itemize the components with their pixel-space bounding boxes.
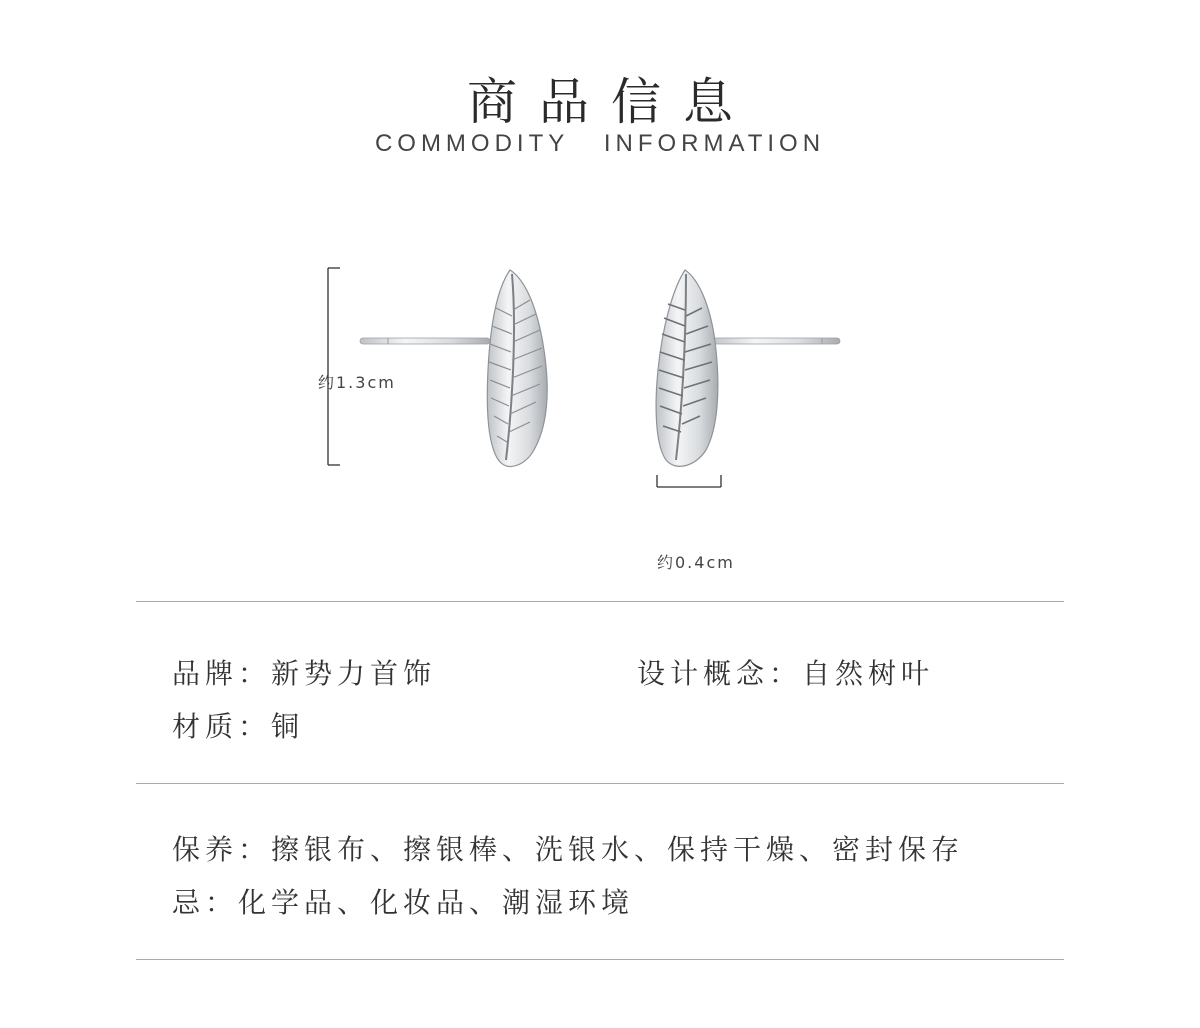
page-subtitle: COMMODITY INFORMATION <box>374 130 826 157</box>
care-instructions: 保养：擦银布、擦银棒、洗银水、保持干燥、密封保存 <box>172 833 965 866</box>
height-dimension-bracket <box>328 268 340 465</box>
design-concept-info: 设计概念：自然树叶 <box>637 657 935 690</box>
right-earring <box>656 270 840 466</box>
left-earring <box>360 270 547 466</box>
divider <box>136 601 1064 602</box>
feather-earrings-icon <box>300 250 900 590</box>
product-image <box>300 250 900 590</box>
width-dimension-bracket <box>657 475 721 487</box>
height-label: 约1.3cm <box>318 373 396 392</box>
divider <box>136 959 1064 960</box>
width-label: 约0.4cm <box>657 553 735 572</box>
brand-info: 品牌：新势力首饰 <box>172 657 437 690</box>
divider <box>136 783 1064 784</box>
material-info: 材质：铜 <box>172 710 305 743</box>
page-title: 商品信息 <box>467 73 755 131</box>
avoid-instructions: 忌：化学品、化妆品、潮湿环境 <box>172 886 635 919</box>
